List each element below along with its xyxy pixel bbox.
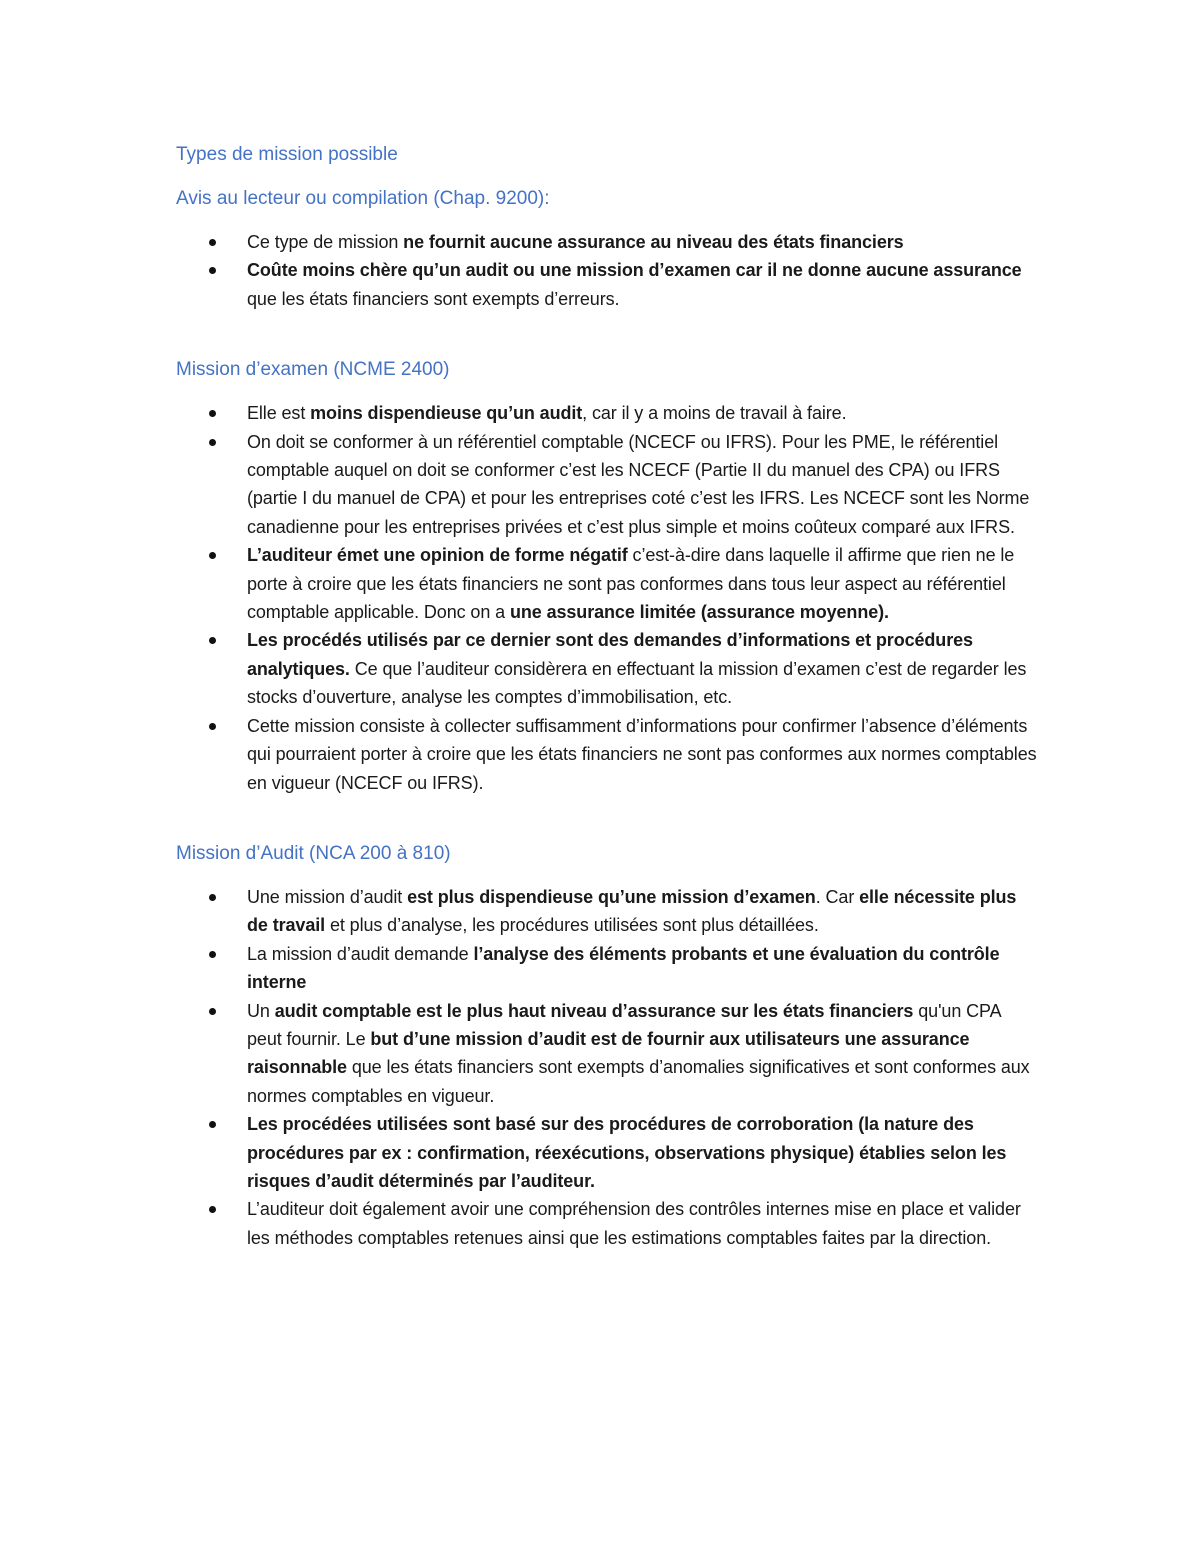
bold-text: elle nécessite plus de travail xyxy=(247,886,1017,936)
document-title: Types de mission possible xyxy=(176,144,398,165)
text: Ce type de mission xyxy=(247,232,404,252)
text: qu'un CPA peut fournir. Le xyxy=(247,1000,1001,1049)
list-item xyxy=(176,940,1040,997)
bold-text: l’analyse des éléments probants et une évaluation du contrôle interne xyxy=(247,943,1000,993)
text: et plus d’analyse, les procédures utilisées sont plus détaillées. xyxy=(325,915,819,936)
bullet-icon xyxy=(209,637,216,644)
text: Cette mission consiste à collecter suffisamment d’informations pour confirmer l’absence d’éléments qui pourraient porter à croire que les états financiers ne sont pas conformes aux normes comptables en vigueur (NCECF ou IFRS). xyxy=(247,715,1037,793)
text: c’est-à-dire dans laquelle il affirme que rien ne le porte à croire que les états financiers ne sont pas conformes dans tous leur aspect au référentiel comptable applicable. Donc on a xyxy=(247,545,1015,623)
bullet-icon xyxy=(209,410,216,417)
list-item xyxy=(176,712,1040,797)
bold-text: but d’une mission d’audit est de fournir aux utilisateurs une assurance raisonnable xyxy=(247,1028,970,1078)
text: L’auditeur doit également avoir une compréhension des contrôles internes mise en place et valider les méthodes comptables retenues ainsi que les estimations comptables faites par la direction. xyxy=(247,1199,1021,1248)
text: La mission d’audit demande xyxy=(247,943,474,964)
bold-text: Coûte moins chère qu’un audit ou une mission d’examen car il ne donne aucune assurance xyxy=(247,260,1022,281)
bold-text: ne fournit aucune assurance au niveau des états financiers xyxy=(403,232,904,252)
text: Un xyxy=(247,1000,275,1021)
bullet-icon xyxy=(209,439,216,446)
bullet-icon xyxy=(209,267,216,274)
section-heading: Mission d’Audit (NCA 200 à 810) xyxy=(176,842,451,864)
bold-text: Les procédés utilisés par ce dernier sont des demandes d’informations et procédures analytiques. xyxy=(247,630,973,679)
list-item xyxy=(176,541,1040,626)
bold-text: audit comptable est le plus haut niveau d’assurance sur les états financiers xyxy=(274,1000,914,1021)
text: . Car xyxy=(815,886,860,907)
bold-text: Les procédées utilisées sont basé sur des procédures de corroboration (la nature des procédures par ex : confirmation, réexécutions, observations physique) établies selon les risques d’audit déterminés par l’auditeur. xyxy=(247,1114,1007,1191)
list-item xyxy=(176,883,1040,940)
bullet-icon xyxy=(209,1121,216,1128)
list-item xyxy=(176,428,1040,542)
text: Une mission d’audit xyxy=(247,886,408,907)
bullet-list xyxy=(176,883,1040,1252)
bullet-icon xyxy=(209,894,216,901)
list-item xyxy=(176,399,1040,427)
bullet-icon xyxy=(209,951,216,958)
list-item xyxy=(176,256,1040,313)
bullet-list xyxy=(176,399,1040,797)
list-item xyxy=(176,997,1040,1111)
bold-text: une assurance limitée (assurance moyenne). xyxy=(509,602,889,623)
bold-text: L’auditeur émet une opinion de forme négatif xyxy=(247,545,628,566)
list-item xyxy=(176,1195,1040,1252)
text: , car il y a moins de travail à faire. xyxy=(582,403,847,424)
bullet-icon xyxy=(209,552,216,559)
text: Elle est xyxy=(247,403,311,424)
bullet-icon xyxy=(209,723,216,730)
list-item xyxy=(176,228,1040,256)
text: On doit se conformer à un référentiel comptable (NCECF ou IFRS). Pour les PME, le référentiel comptable auquel on doit se conformer c’est les NCECF (Partie II du manuel des CPA) ou IFRS (partie I du manuel de CPA) et pour les entreprises coté c’est les IFRS. Les NCECF sont les Norme canadienne pour les entreprises privées et c’est plus simple et moins coûteux comparé aux IFRS. xyxy=(247,431,1030,537)
bold-text: moins dispendieuse qu’un audit xyxy=(310,403,583,424)
list-item xyxy=(176,1110,1040,1195)
text: Ce que l’auditeur considèrera en effectuant la mission d’examen c’est de regarder les stocks d’ouverture, analyse les comptes d’immobilisation, etc. xyxy=(247,658,1027,708)
text: que les états financiers sont exempts d’anomalies significatives et sont conformes aux normes comptables en vigueur. xyxy=(247,1057,1030,1106)
document-body xyxy=(176,186,1040,1252)
section-heading: Mission d’examen (NCME 2400) xyxy=(176,359,450,381)
list-item xyxy=(176,626,1040,711)
text: que les états financiers sont exempts d’erreurs. xyxy=(247,288,620,309)
section-heading: Avis au lecteur ou compilation (Chap. 9200): xyxy=(176,188,550,209)
bullet-icon xyxy=(209,239,216,246)
bullet-icon xyxy=(209,1008,216,1015)
bold-text: est plus dispendieuse qu’une mission d’examen xyxy=(407,886,816,907)
bullet-list xyxy=(176,228,1040,313)
bullet-icon xyxy=(209,1206,216,1213)
